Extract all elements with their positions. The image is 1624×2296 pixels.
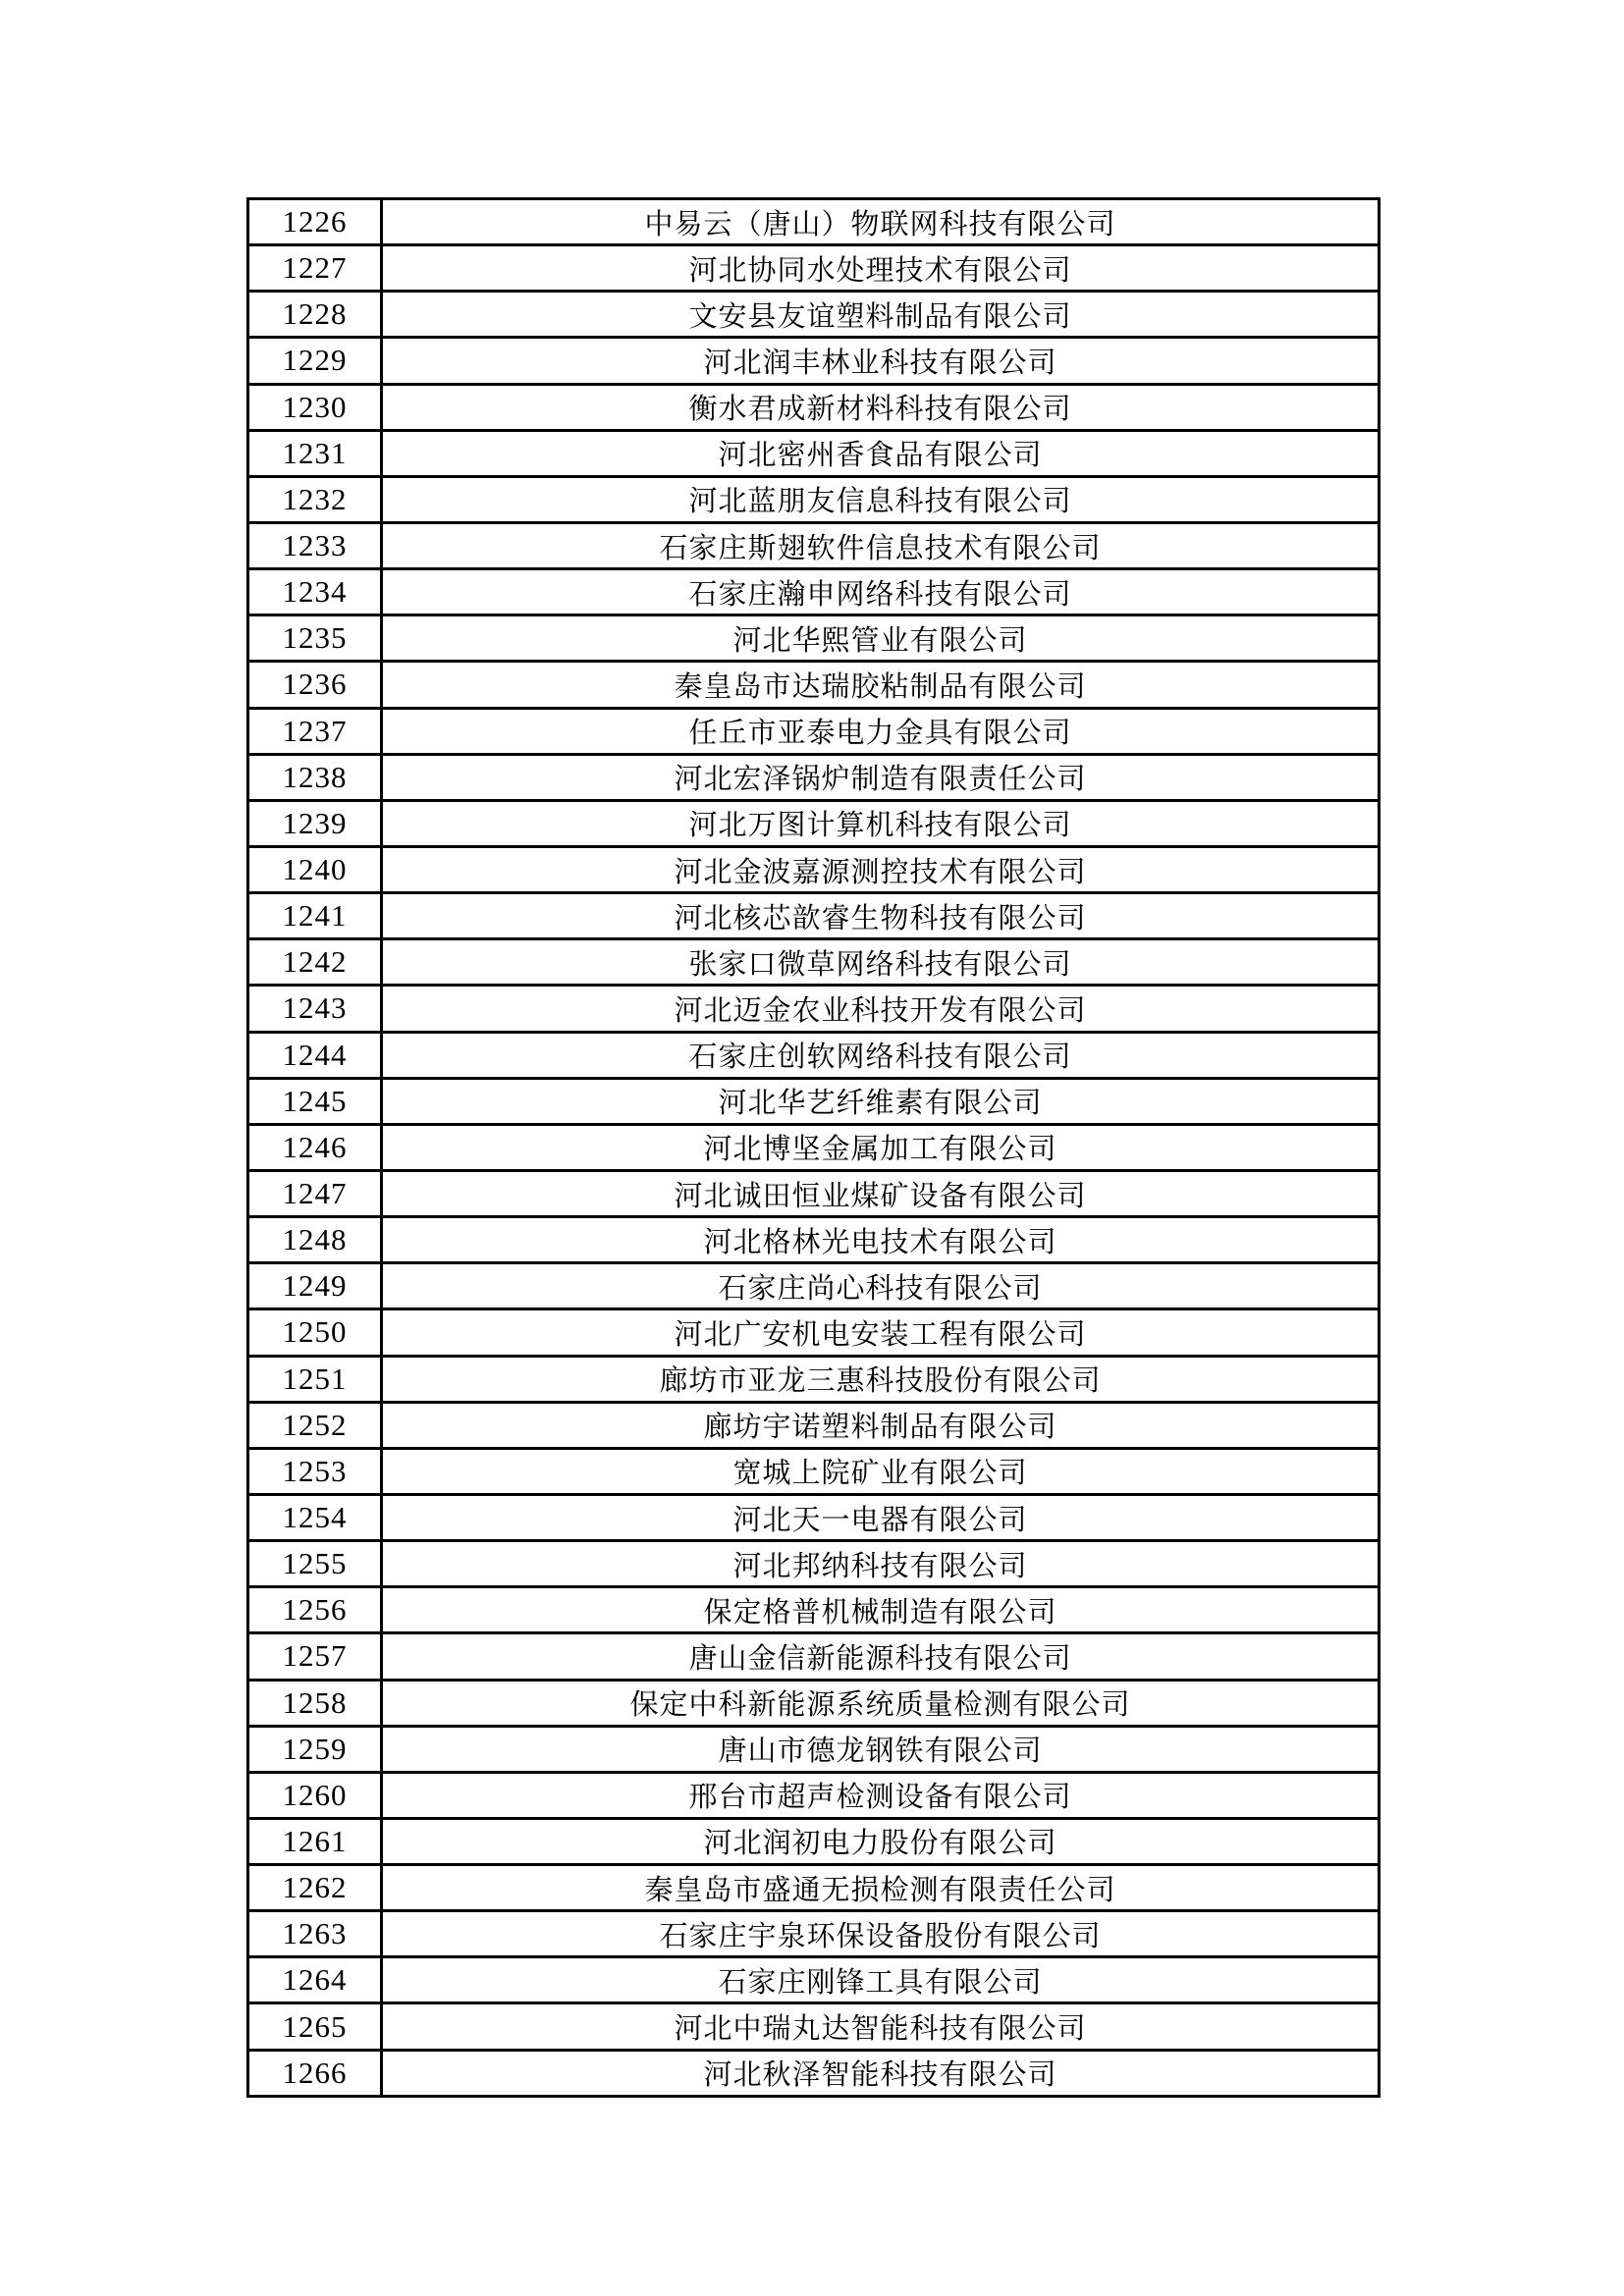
table-row	[248, 1170, 1380, 1216]
row-number: 1266	[248, 2050, 382, 2096]
row-number: 1251	[248, 1356, 382, 1402]
row-number: 1229	[248, 338, 382, 384]
table-row	[248, 1818, 1380, 1864]
table-row	[248, 430, 1380, 476]
row-number: 1230	[248, 384, 382, 430]
company-name: 河北核芯歆睿生物科技有限公司	[382, 893, 1380, 939]
company-name: 衡水君成新材料科技有限公司	[382, 384, 1380, 430]
table-row	[248, 2003, 1380, 2050]
row-number: 1265	[248, 2003, 382, 2050]
row-number: 1252	[248, 1402, 382, 1448]
company-name: 河北金波嘉源测控技术有限公司	[382, 846, 1380, 892]
row-number: 1245	[248, 1078, 382, 1124]
company-name: 河北天一电器有限公司	[382, 1494, 1380, 1540]
company-name: 河北协同水处理技术有限公司	[382, 245, 1380, 292]
row-number: 1264	[248, 1957, 382, 2003]
table-row	[248, 1541, 1380, 1587]
company-name: 石家庄创软网络科技有限公司	[382, 1032, 1380, 1078]
row-number: 1247	[248, 1170, 382, 1216]
row-number: 1253	[248, 1448, 382, 1494]
company-name: 河北华熙管业有限公司	[382, 615, 1380, 662]
company-name: 石家庄瀚申网络科技有限公司	[382, 569, 1380, 615]
table-row	[248, 1448, 1380, 1494]
company-name: 石家庄宇泉环保设备股份有限公司	[382, 1911, 1380, 1957]
company-table-body	[248, 199, 1380, 2097]
company-name: 河北迈金农业科技开发有限公司	[382, 986, 1380, 1032]
row-number: 1236	[248, 662, 382, 708]
table-row	[248, 1633, 1380, 1680]
row-number: 1246	[248, 1124, 382, 1170]
company-name: 河北广安机电安装工程有限公司	[382, 1309, 1380, 1356]
table-row	[248, 939, 1380, 986]
company-name: 中易云（唐山）物联网科技有限公司	[382, 199, 1380, 245]
row-number: 1244	[248, 1032, 382, 1078]
row-number: 1263	[248, 1911, 382, 1957]
table-row	[248, 1356, 1380, 1402]
row-number: 1262	[248, 1865, 382, 1911]
table-row	[248, 1217, 1380, 1263]
row-number: 1258	[248, 1680, 382, 1726]
table-row	[248, 615, 1380, 662]
row-number: 1237	[248, 708, 382, 754]
table-row	[248, 662, 1380, 708]
row-number: 1255	[248, 1541, 382, 1587]
table-row	[248, 476, 1380, 522]
company-name: 邢台市超声检测设备有限公司	[382, 1772, 1380, 1818]
company-name: 秦皇岛市盛通无损检测有限责任公司	[382, 1865, 1380, 1911]
row-number: 1234	[248, 569, 382, 615]
table-row	[248, 1124, 1380, 1170]
row-number: 1235	[248, 615, 382, 662]
row-number: 1248	[248, 1217, 382, 1263]
row-number: 1241	[248, 893, 382, 939]
table-row	[248, 800, 1380, 846]
company-name: 石家庄刚锋工具有限公司	[382, 1957, 1380, 2003]
table-row	[248, 522, 1380, 568]
company-name: 张家口微草网络科技有限公司	[382, 939, 1380, 986]
table-row	[248, 1078, 1380, 1124]
row-number: 1228	[248, 292, 382, 338]
table-row	[248, 1263, 1380, 1309]
row-number: 1231	[248, 430, 382, 476]
table-row	[248, 199, 1380, 245]
row-number: 1243	[248, 986, 382, 1032]
company-name: 河北博坚金属加工有限公司	[382, 1124, 1380, 1170]
company-name: 宽城上院矿业有限公司	[382, 1448, 1380, 1494]
table-row	[248, 384, 1380, 430]
table-row	[248, 2050, 1380, 2096]
company-name: 河北润丰林业科技有限公司	[382, 338, 1380, 384]
company-name: 唐山市德龙钢铁有限公司	[382, 1726, 1380, 1772]
table-row	[248, 708, 1380, 754]
row-number: 1259	[248, 1726, 382, 1772]
company-name: 河北邦纳科技有限公司	[382, 1541, 1380, 1587]
row-number: 1239	[248, 800, 382, 846]
row-number: 1254	[248, 1494, 382, 1540]
table-row	[248, 569, 1380, 615]
company-name: 河北华艺纤维素有限公司	[382, 1078, 1380, 1124]
row-number: 1242	[248, 939, 382, 986]
company-name: 河北格林光电技术有限公司	[382, 1217, 1380, 1263]
table-row	[248, 1309, 1380, 1356]
table-row	[248, 1865, 1380, 1911]
row-number: 1250	[248, 1309, 382, 1356]
table-row	[248, 846, 1380, 892]
row-number: 1227	[248, 245, 382, 292]
row-number: 1232	[248, 476, 382, 522]
row-number: 1249	[248, 1263, 382, 1309]
company-name: 河北中瑞丸达智能科技有限公司	[382, 2003, 1380, 2050]
company-name: 任丘市亚泰电力金具有限公司	[382, 708, 1380, 754]
company-name: 唐山金信新能源科技有限公司	[382, 1633, 1380, 1680]
company-name: 廊坊市亚龙三惠科技股份有限公司	[382, 1356, 1380, 1402]
row-number: 1233	[248, 522, 382, 568]
company-name: 河北宏泽锅炉制造有限责任公司	[382, 754, 1380, 800]
company-name: 石家庄斯翅软件信息技术有限公司	[382, 522, 1380, 568]
table-row	[248, 338, 1380, 384]
row-number: 1256	[248, 1587, 382, 1633]
table-row	[248, 1911, 1380, 1957]
table-row	[248, 1587, 1380, 1633]
row-number: 1257	[248, 1633, 382, 1680]
table-row	[248, 754, 1380, 800]
company-name: 河北润初电力股份有限公司	[382, 1818, 1380, 1864]
table-row	[248, 1680, 1380, 1726]
table-row	[248, 1032, 1380, 1078]
row-number: 1226	[248, 199, 382, 245]
row-number: 1260	[248, 1772, 382, 1818]
company-name: 河北秋泽智能科技有限公司	[382, 2050, 1380, 2096]
table-row	[248, 292, 1380, 338]
company-name: 廊坊宇诺塑料制品有限公司	[382, 1402, 1380, 1448]
company-name: 河北密州香食品有限公司	[382, 430, 1380, 476]
table-row	[248, 1402, 1380, 1448]
table-row	[248, 893, 1380, 939]
row-number: 1238	[248, 754, 382, 800]
table-row	[248, 1726, 1380, 1772]
company-name: 文安县友谊塑料制品有限公司	[382, 292, 1380, 338]
company-name: 保定格普机械制造有限公司	[382, 1587, 1380, 1633]
table-row	[248, 1494, 1380, 1540]
company-name: 河北诚田恒业煤矿设备有限公司	[382, 1170, 1380, 1216]
company-name: 河北万图计算机科技有限公司	[382, 800, 1380, 846]
table-row	[248, 986, 1380, 1032]
company-table	[246, 197, 1380, 2098]
company-name: 保定中科新能源系统质量检测有限公司	[382, 1680, 1380, 1726]
table-row	[248, 245, 1380, 292]
row-number: 1261	[248, 1818, 382, 1864]
company-name: 河北蓝朋友信息科技有限公司	[382, 476, 1380, 522]
company-name: 秦皇岛市达瑞胶粘制品有限公司	[382, 662, 1380, 708]
table-row	[248, 1772, 1380, 1818]
company-name: 石家庄尚心科技有限公司	[382, 1263, 1380, 1309]
table-row	[248, 1957, 1380, 2003]
row-number: 1240	[248, 846, 382, 892]
